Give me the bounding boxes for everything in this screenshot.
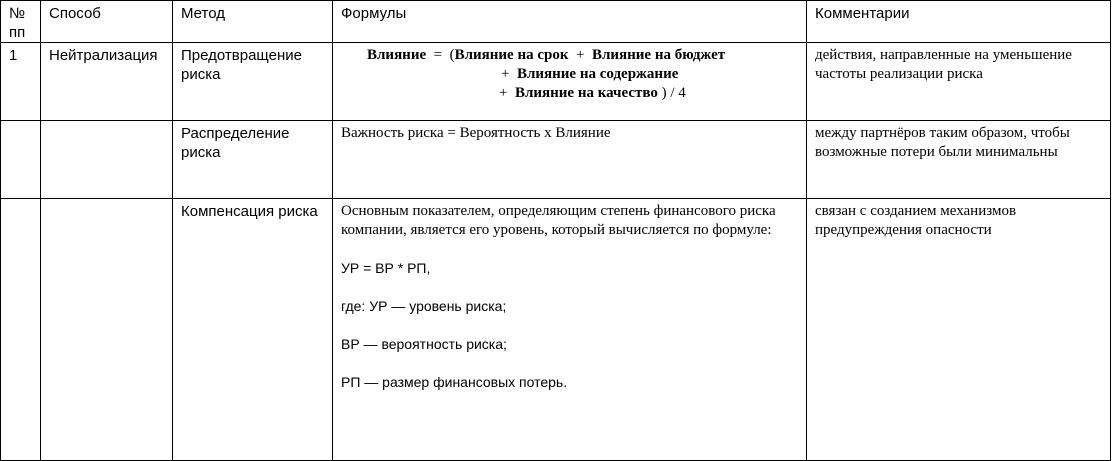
cell-metod: Распределение риска bbox=[173, 121, 333, 199]
formula-plus: + bbox=[576, 47, 585, 63]
cell-formula: Важность риска = Вероятность х Влияние bbox=[333, 121, 807, 199]
formula-term-budget: Влияние на бюджет bbox=[591, 47, 726, 63]
header-metod: Метод bbox=[173, 1, 333, 43]
table-row bbox=[1, 199, 1111, 461]
formula-line-2 bbox=[341, 65, 798, 84]
formula-paragraph-intro: Основным показателем, определяющим степень финансового риска компании, является его уровень, который вычисляется по формуле: bbox=[341, 203, 776, 238]
formula-line-3 bbox=[341, 84, 798, 103]
formula-close-div: ) / 4 bbox=[661, 85, 686, 101]
formula-plus: + bbox=[501, 66, 510, 82]
formula-term-srok: Влияние на срок bbox=[454, 47, 569, 63]
cell-sposob bbox=[41, 199, 173, 461]
cell-num bbox=[1, 121, 41, 199]
formula-paragraph-gde: где: УР — уровень риска; bbox=[341, 298, 507, 314]
formula-plus: + bbox=[499, 85, 508, 101]
cell-comment: действия, направленные на уменьшение частоты реализации риска bbox=[807, 43, 1111, 121]
cell-metod: Компенсация риска bbox=[173, 199, 333, 461]
cell-sposob: Нейтрализация bbox=[41, 43, 173, 121]
formula-paragraph-rp: РП — размер финансовых потерь. bbox=[341, 374, 568, 390]
cell-num bbox=[1, 199, 41, 461]
cell-comment: связан с созданием механизмов предупреждения опасности bbox=[807, 199, 1111, 461]
formula-term-soderzhanie: Влияние на содержание bbox=[516, 66, 679, 82]
formula-open-paren: ( bbox=[449, 47, 455, 63]
cell-formula bbox=[333, 199, 807, 461]
formula-paragraph-ur: УР = ВР * РП, bbox=[341, 260, 431, 276]
formula-paragraph-vr: ВР — вероятность риска; bbox=[341, 336, 507, 352]
table-row bbox=[1, 43, 1111, 121]
formula-term-kachestvo: Влияние на качество bbox=[514, 85, 658, 101]
formula-label: Влияние bbox=[367, 47, 427, 63]
cell-comment: между партнёров таким образом, чтобы возможные потери были минимальны bbox=[807, 121, 1111, 199]
table-row bbox=[1, 121, 1111, 199]
table-header-row bbox=[1, 1, 1111, 43]
header-sposob: Способ bbox=[41, 1, 173, 43]
cell-metod: Предотвращение риска bbox=[173, 43, 333, 121]
header-num: № пп bbox=[1, 1, 41, 43]
formula-equals: = bbox=[433, 47, 443, 63]
header-kommentarii: Комментарии bbox=[807, 1, 1111, 43]
cell-num: 1 bbox=[1, 43, 41, 121]
formula-line-1 bbox=[341, 46, 798, 65]
header-formuly: Формулы bbox=[333, 1, 807, 43]
cell-formula bbox=[333, 43, 807, 121]
cell-sposob bbox=[41, 121, 173, 199]
